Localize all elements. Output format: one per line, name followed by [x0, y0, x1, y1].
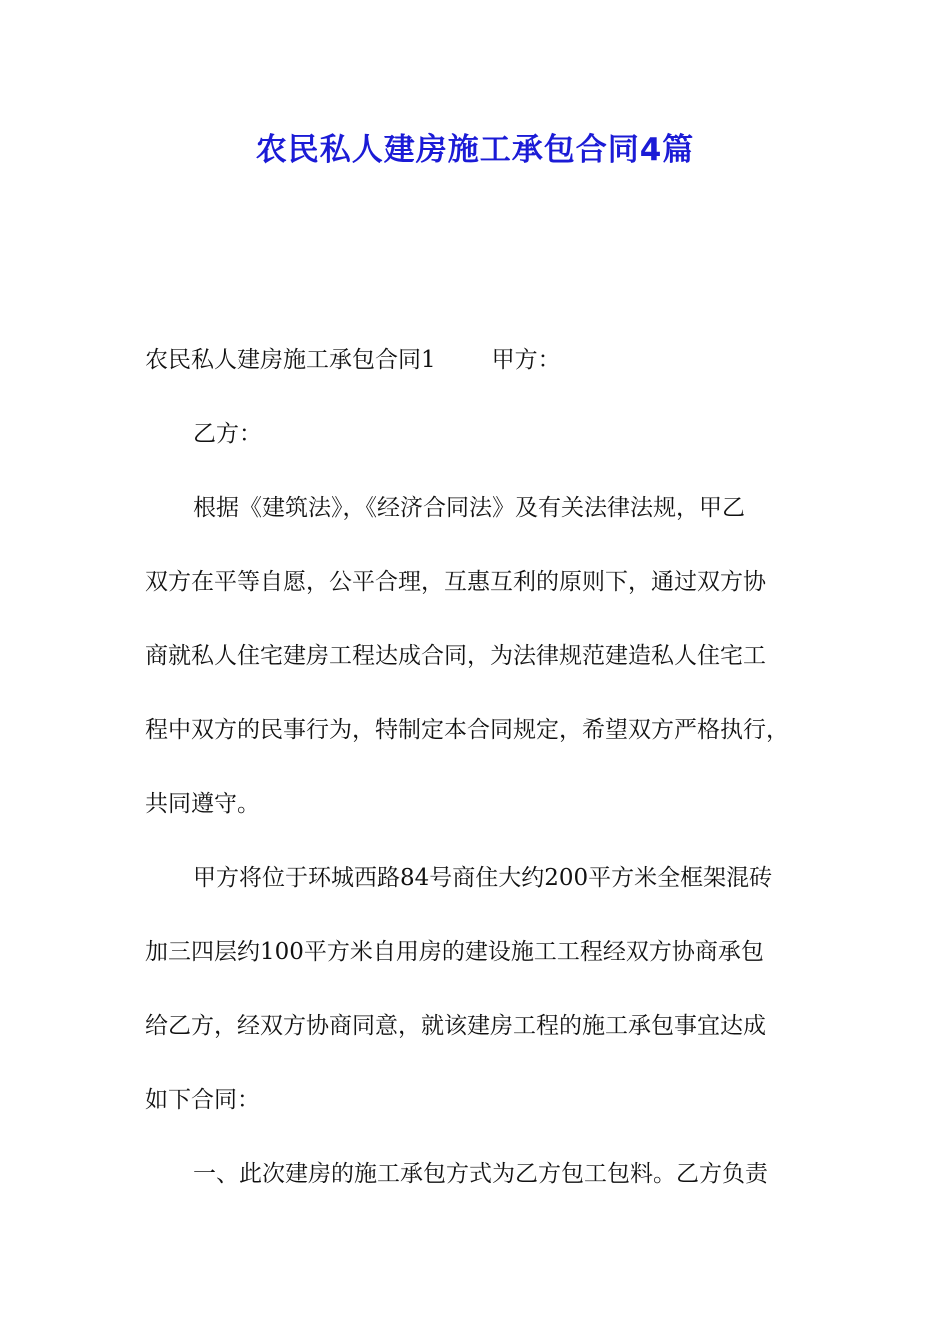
document-title: 农民私人建房施工承包合同4篇 [255, 132, 695, 168]
paragraph-line [145, 336, 835, 410]
paragraph-line: 程中双方的民事行为，特制定本合同规定，希望双方严格执行， [145, 717, 789, 743]
paragraph-line: 商就私人住宅建房工程达成合同，为法律规范建造私人住宅工 [145, 643, 766, 669]
contract-heading: 农民私人建房施工承包合同1 [145, 347, 436, 373]
document-body [145, 336, 835, 1224]
paragraph-line: 甲方将位于环城西路84号商住大约200平方米全框架混砖 [193, 865, 773, 891]
paragraph-line: 加三四层约100平方米自用房的建设施工工程经双方协商承包 [145, 939, 764, 965]
paragraph-line: 如下合同： [145, 1087, 260, 1113]
paragraph-line: 根据《建筑法》，《经济合同法》及有关法律法规，甲乙 [193, 495, 745, 521]
party-a-label: 甲方： [491, 347, 561, 373]
paragraph-line: 给乙方，经双方协商同意，就该建房工程的施工承包事宜达成 [145, 1013, 766, 1039]
paragraph-line: 共同遵守。 [145, 791, 260, 817]
paragraph-line: 双方在平等自愿，公平合理，互惠互利的原则下，通过双方协 [145, 569, 766, 595]
party-b-label: 乙方： [193, 421, 262, 447]
paragraph-line: 一、此次建房的施工承包方式为乙方包工包料。乙方负责 [193, 1161, 768, 1187]
